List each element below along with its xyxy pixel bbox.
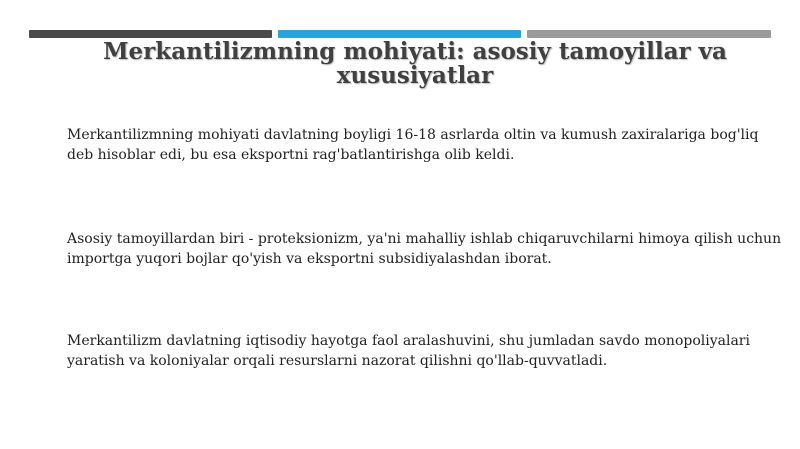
- paragraph-1: Merkantilizmning mohiyati davlatning boyligi 16-18 asrlarda oltin va kumush zaxiralariga bog'liq deb hisoblar edi, bu esa eksportni rag'batlantirishga olib keldi.: [67, 127, 759, 163]
- header-bar-blue: [278, 30, 521, 38]
- paragraph-2: Asosiy tamoyillardan biri - proteksionizm, ya'ni mahalliy ishlab chiqaruvchilarni himoya qilish uchun importga yuqori bojlar qo'yish va eksportni subsidiyalashdan iborat.: [67, 231, 782, 267]
- slide-title: Merkantilizmning mohiyati: asosiy tamoyillar va xususiyatlar: [103, 38, 727, 89]
- header-bar-gray: [527, 30, 771, 38]
- header-bar-dark: [29, 30, 272, 38]
- paragraph-3: Merkantilizm davlatning iqtisodiy hayotga faol aralashuvini, shu jumladan savdo monopoliyalari yaratish va koloniyalar orqali resurslarni nazorat qilishni qo'llab-quvvatladi.: [67, 333, 750, 369]
